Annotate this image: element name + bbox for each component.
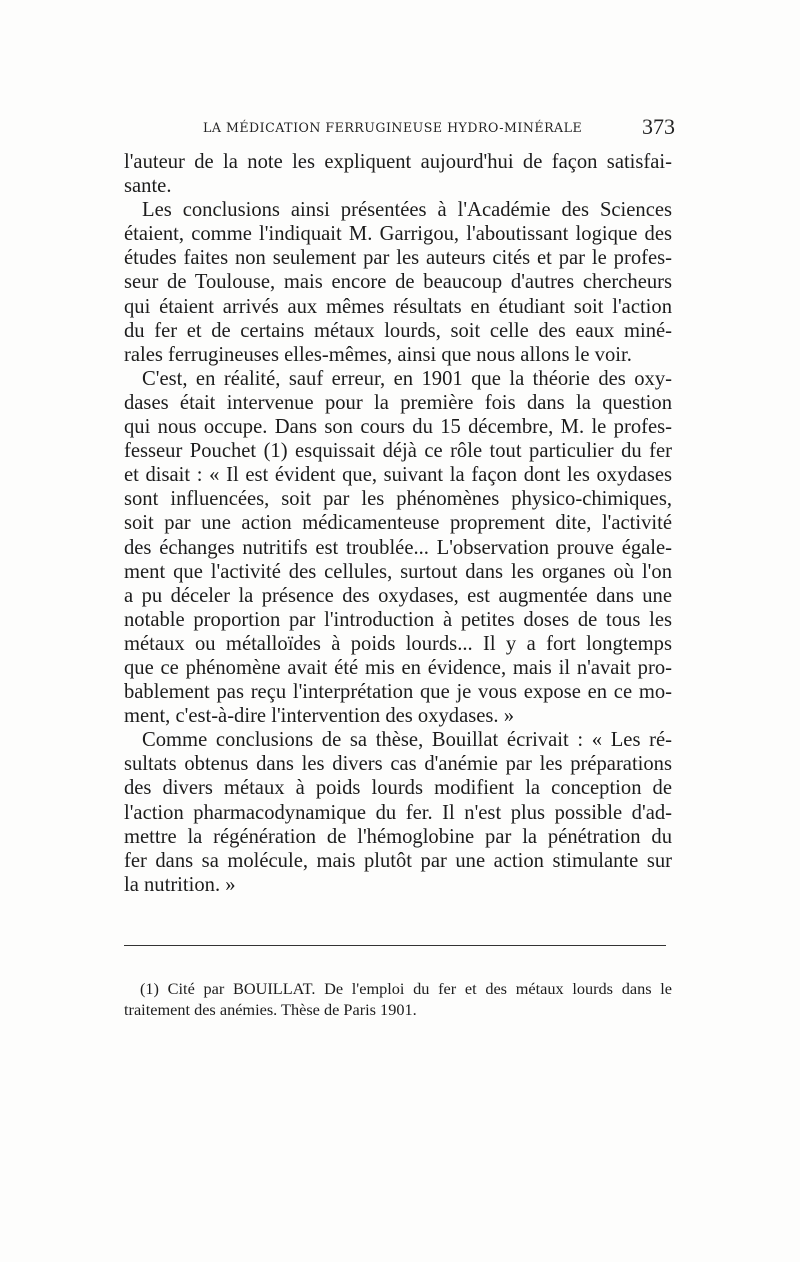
text-line: rales ferrugineuses elles-mêmes, ainsi que nous allons le voir. xyxy=(124,343,632,366)
text-line: étaient, comme l'indiquait M. Garrigou, l'aboutissant logique des xyxy=(124,223,672,246)
text-line: la nutrition. » xyxy=(124,873,236,896)
text-line: des échanges nutritifs est troublée... L'observation prouve égale- xyxy=(124,536,672,559)
text-line: seur de Toulouse, mais encore de beaucoup d'autres chercheurs xyxy=(124,271,672,294)
text-line: C'est, en réalité, sauf erreur, en 1901 que la théorie des oxy- xyxy=(142,367,672,390)
text-line: a pu déceler la présence des oxydases, est augmentée dans une xyxy=(124,584,672,607)
text-line: soit par une action médicamenteuse proprement dite, l'activité xyxy=(124,512,672,535)
footnote-line: traitement des anémies. Thèse de Paris 1901. xyxy=(124,1000,417,1019)
running-title: LA MÉDICATION FERRUGINEUSE HYDRO-MINÉRALE xyxy=(203,120,583,135)
text-line: qui étaient arrivés aux mêmes résultats en étudiant soit l'action xyxy=(124,295,672,318)
text-line: métaux ou métalloïdes à poids lourds... Il y a fort longtemps xyxy=(124,632,672,655)
text-line: que ce phénomène avait été mis en évidence, mais il n'avait pro- xyxy=(124,656,672,679)
running-head xyxy=(203,116,675,142)
footnote-line: (1) Cité par BOUILLAT. De l'emploi du fer et des métaux lourds dans le xyxy=(140,979,672,998)
text-line: sultats obtenus dans les divers cas d'anémie par les préparations xyxy=(124,753,672,776)
page-number: 373 xyxy=(642,114,675,139)
text-line: l'action pharmacodynamique du fer. Il n'est plus possible d'ad- xyxy=(124,801,672,824)
text-line: sont influencées, soit par les phénomènes physico-chimiques, xyxy=(124,488,672,511)
text-line: ment, c'est-à-dire l'intervention des oxydases. » xyxy=(124,705,515,728)
text-line: notable proportion par l'introduction à petites doses de tous les xyxy=(124,608,672,631)
text-line: Comme conclusions de sa thèse, Bouillat écrivait : « Les ré- xyxy=(142,729,672,752)
text-line: et disait : « Il est évident que, suivant la façon dont les oxydases xyxy=(124,464,672,487)
text-line: mettre la régénération de l'hémoglobine par la pénétration du xyxy=(124,825,672,848)
text-line: études faites non seulement par les auteurs cités et par le profes- xyxy=(124,247,672,270)
footnote xyxy=(124,978,672,1020)
footnote-divider xyxy=(124,945,666,946)
text-line: fer dans sa molécule, mais plutôt par une action stimulante sur xyxy=(124,849,672,872)
text-line: fesseur Pouchet (1) esquissait déjà ce rôle tout particulier du fer xyxy=(124,440,672,463)
text-line: du fer et de certains métaux lourds, soit celle des eaux miné- xyxy=(124,319,672,342)
text-line: sante. xyxy=(124,175,172,198)
text-line: ment que l'activité des cellules, surtout dans les organes où l'on xyxy=(124,560,672,583)
text-line: l'auteur de la note les expliquent aujourd'hui de façon satisfai- xyxy=(124,151,672,173)
text-line: qui nous occupe. Dans son cours du 15 décembre, M. le profes- xyxy=(124,416,672,439)
body-text xyxy=(124,150,672,897)
text-line: Les conclusions ainsi présentées à l'Académie des Sciences xyxy=(142,199,672,222)
text-line: des divers métaux à poids lourds modifient la conception de xyxy=(124,777,672,800)
text-line: dases était intervenue pour la première fois dans la question xyxy=(124,391,672,414)
text-line: bablement pas reçu l'interprétation que je vous expose en ce mo- xyxy=(124,681,672,704)
